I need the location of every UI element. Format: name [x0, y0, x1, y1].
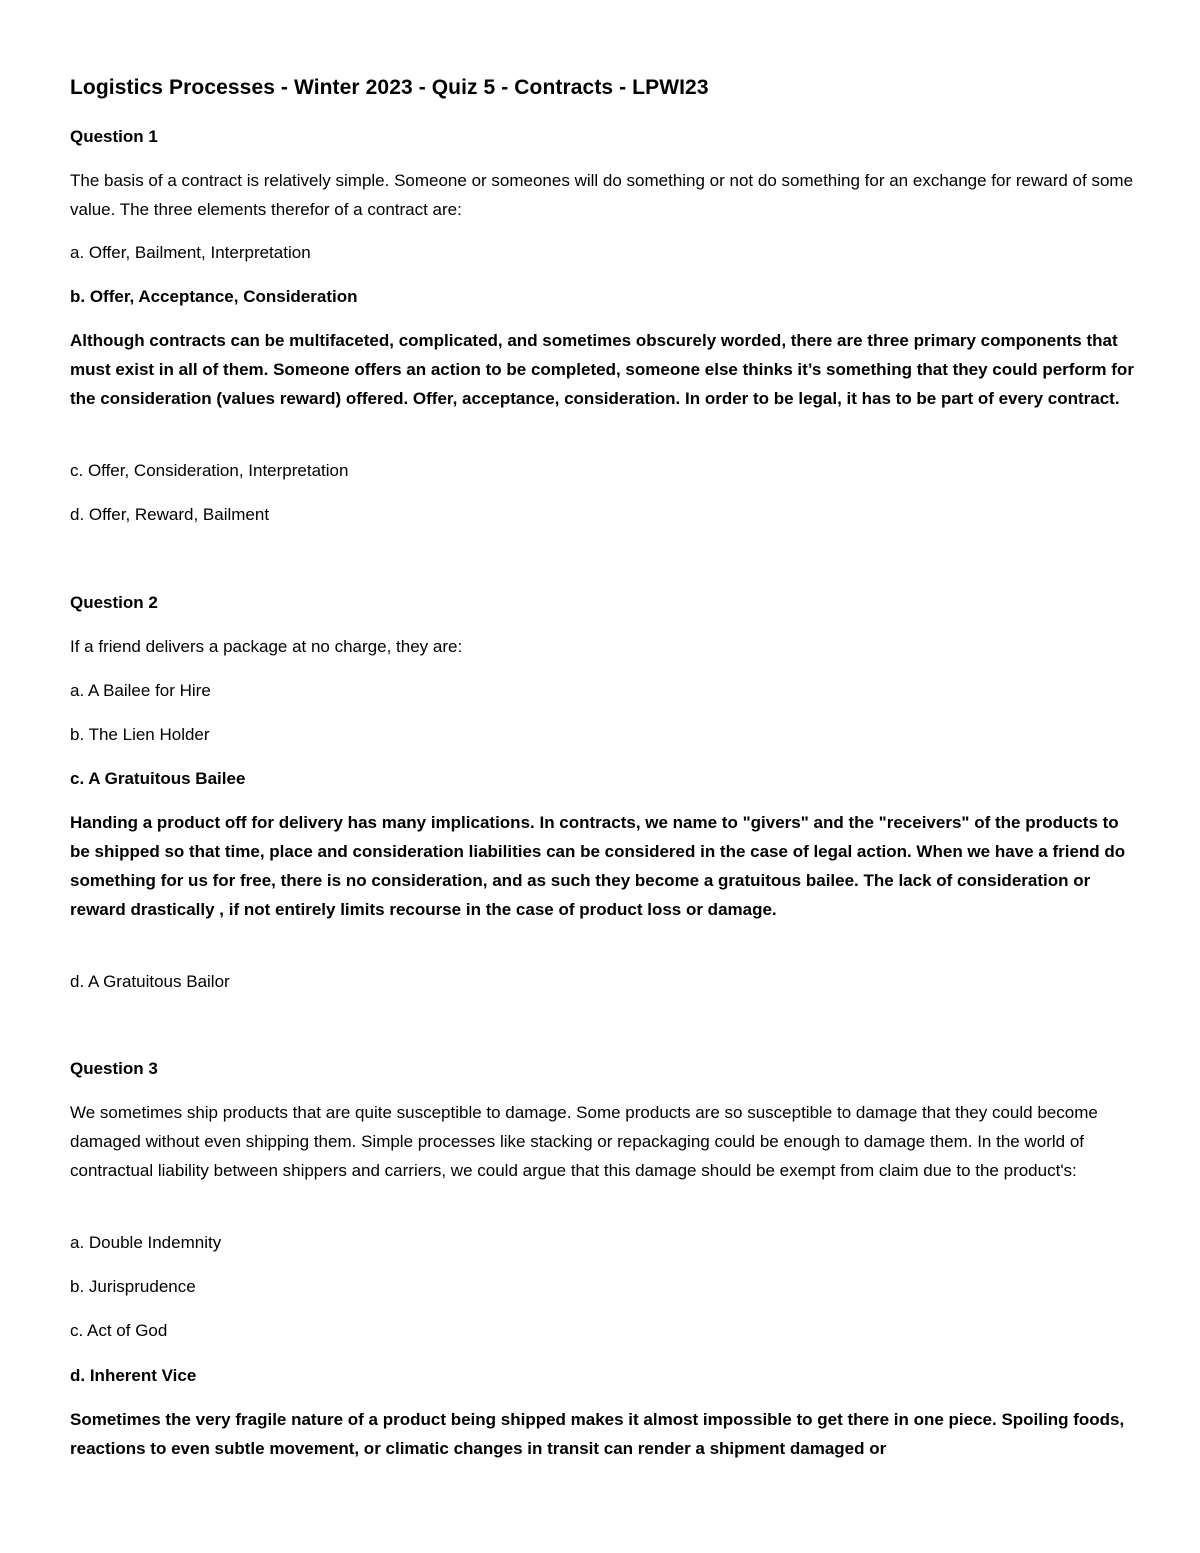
- question-1-heading: Question 1: [70, 127, 158, 146]
- question-3-option-b: b. Jurisprudence: [70, 1277, 196, 1296]
- question-3-explanation: Sometimes the very fragile nature of a product being shipped makes it almost impossible to get there in one piece. Spoiling foods, reactions to even subtle movement, or climatic changes in transit can render a shipment damaged or: [70, 1410, 1125, 1458]
- question-1-explanation: Although contracts can be multifaceted, complicated, and sometimes obscurely worded, there are three primary components that must exist in all of them. Someone offers an action to be completed, someone else thinks it’s something that they could perform for the consideration (values reward) offered. Offer, acceptance, consideration. In order to be legal, it has to be part of every contract.: [70, 331, 1134, 408]
- question-1-option-c: c. Offer, Consideration, Interpretation: [70, 461, 349, 480]
- question-2-prompt: If a friend delivers a package at no charge, they are:: [70, 637, 463, 656]
- question-3-option-a: a. Double Indemnity: [70, 1233, 222, 1252]
- question-1-prompt: The basis of a contract is relatively simple. Someone or someones will do something or not do something for an exchange for reward of some value. The three elements therefor of a contract are:: [70, 171, 1134, 219]
- question-3-prompt: We sometimes ship products that are quite susceptible to damage. Some products are so susceptible to damage that they could become damaged without even shipping them. Simple processes like stacking or repackaging could be enough to damage them. In the world of contractual liability between shippers and carriers, we could argue that this damage should be exempt from claim due to the product's:: [70, 1103, 1098, 1180]
- question-3-option-c: c. Act of God: [70, 1321, 168, 1340]
- question-1-option-a: a. Offer, Bailment, Interpretation: [70, 243, 311, 262]
- question-3-option-d-correct: d. Inherent Vice: [70, 1366, 197, 1385]
- question-2-heading: Question 2: [70, 593, 158, 612]
- question-2-explanation: Handing a product off for delivery has many implications. In contracts, we name to "givers" and the "receivers" of the products to be shipped so that time, place and consideration liabilities can be considered in the case of legal action. When we have a friend do something for us for free, there is no consideration, and as such they become a gratuitous bailee. The lack of consideration or reward drastically , if not entirely limits recourse in the case of product loss or damage.: [70, 813, 1126, 919]
- question-2-option-d: d. A Gratuitous Bailor: [70, 972, 230, 991]
- question-2-option-b: b. The Lien Holder: [70, 725, 210, 744]
- question-2-option-a: a. A Bailee for Hire: [70, 681, 211, 700]
- question-2-option-c-correct: c. A Gratuitous Bailee: [70, 769, 246, 788]
- question-3-heading: Question 3: [70, 1059, 158, 1078]
- question-1-option-b-correct: b. Offer, Acceptance, Consideration: [70, 287, 358, 306]
- question-1-option-d: d. Offer, Reward, Bailment: [70, 505, 270, 524]
- document-title: Logistics Processes - Winter 2023 - Quiz 5 - Contracts - LPWI23: [70, 76, 709, 99]
